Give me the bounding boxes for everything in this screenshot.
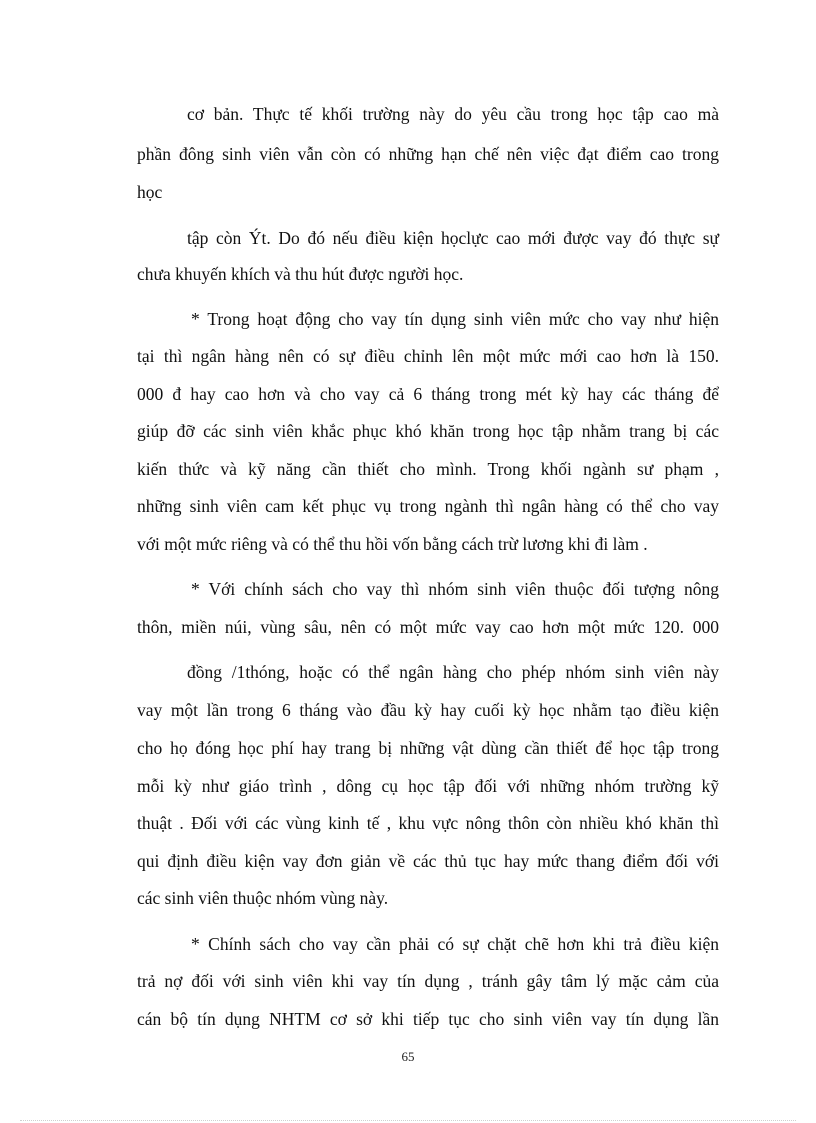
text-line: tập còn Ýt. Do đó nếu điều kiện họclực cao mới được vay đó thực sự (187, 228, 719, 248)
text-line: các sinh viên thuộc nhóm vùng này. (137, 888, 389, 908)
text-line: cho họ đóng học phí hay trang bị những vật dùng cần thiết để học tập trong (137, 738, 719, 758)
text-line: cơ bản. Thực tế khối trường này do yêu cầu trong học tập cao mà (187, 104, 719, 124)
page-number: 65 (401, 1049, 415, 1064)
text-line: học (137, 182, 163, 202)
text-line: * Chính sách cho vay cần phải có sự chặt chẽ hơn khi trả điều kiện (191, 934, 719, 954)
text-line: thôn, miền núi, vùng sâu, nên có một mức vay cao hơn một mức 120. 000 (137, 617, 719, 637)
text-line: trả nợ đối với sinh viên khi vay tín dụng , tránh gây tâm lý mặc cảm của (137, 971, 719, 991)
text-line: tại thì ngân hàng nên có sự điều chỉnh lên một mức mới cao hơn là 150. (137, 346, 719, 366)
text-line: những sinh viên cam kết phục vụ trong ngành thì ngân hàng có thể cho vay (137, 496, 719, 516)
text-line: * Với chính sách cho vay thì nhóm sinh viên thuộc đối tượng nông (191, 579, 719, 599)
text-line: 000 đ hay cao hơn và cho vay cả 6 tháng trong mét kỳ hay các tháng để (137, 384, 719, 404)
text-line: đồng /1thóng, hoặc có thể ngân hàng cho phép nhóm sinh viên này (187, 662, 719, 682)
text-line: giúp đỡ các sinh viên khắc phục khó khăn trong học tập nhằm trang bị các (137, 421, 719, 441)
footer-divider (20, 1120, 796, 1121)
text-line: chưa khuyến khích và thu hút được người học. (137, 264, 464, 284)
text-line: vay một lần trong 6 tháng vào đầu kỳ hay cuối kỳ học nhằm tạo điều kiện (137, 700, 719, 720)
text-line: thuật . Đối với các vùng kinh tế , khu vực nông thôn còn nhiều khó khăn thì (137, 813, 719, 833)
text-line: * Trong hoạt động cho vay tín dụng sinh viên mức cho vay như hiện (191, 309, 719, 329)
text-line: mỗi kỳ như giáo trình , dông cụ học tập đối với những nhóm trường kỹ (137, 776, 719, 796)
text-line: phần đông sinh viên vẫn còn có những hạn chế nên việc đạt điểm cao trong (137, 144, 719, 164)
text-line: kiến thức và kỹ năng cần thiết cho mình. Trong khối ngành sư phạm , (137, 459, 719, 479)
text-line: qui định điều kiện vay đơn giản về các thủ tục hay mức thang điểm đối với (137, 851, 719, 871)
text-line: cán bộ tín dụng NHTM cơ sở khi tiếp tục cho sinh viên vay tín dụng lần (137, 1009, 719, 1029)
text-line: với một mức riêng và có thể thu hồi vốn bằng cách trừ lương khi đi làm . (137, 534, 648, 554)
